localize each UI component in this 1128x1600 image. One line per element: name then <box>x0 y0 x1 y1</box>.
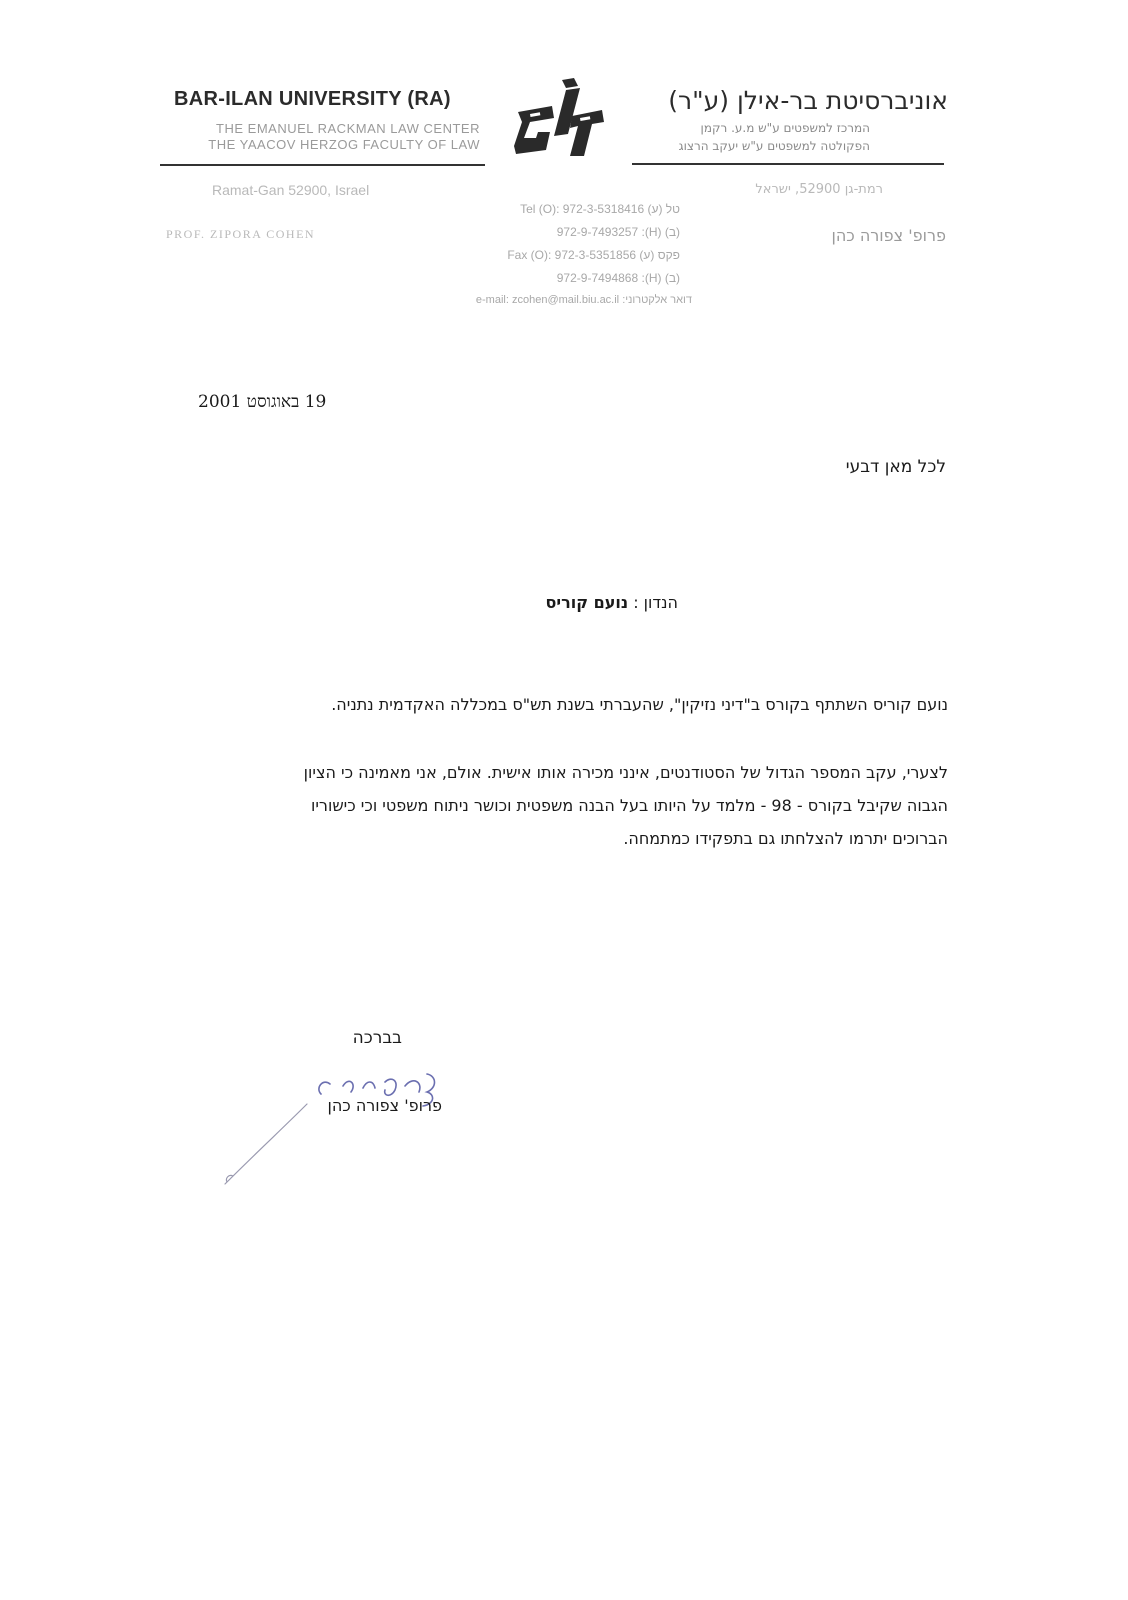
letter-subject <box>546 593 679 612</box>
contact-fax-home: (ב) (H): 972-9-7494868 <box>556 271 680 285</box>
english-center-name: THE EMANUEL RACKMAN LAW CENTER <box>216 121 480 136</box>
hebrew-professor-name: פרופ' צפורה כהן <box>831 226 946 245</box>
hebrew-faculty-name: הפקולטה למשפטים ע"ש יעקב הרצוג <box>678 139 870 153</box>
signature-stroke <box>215 1064 455 1194</box>
contact-tel-office: טל (ע) Tel (O): 972-3-5318416 <box>520 202 680 216</box>
signatory-name: פרופ' צפורה כהן <box>327 1096 442 1115</box>
hebrew-header-rule <box>632 163 944 165</box>
english-faculty-name: THE YAACOV HERZOG FACULTY OF LAW <box>208 137 480 152</box>
subject-prefix: הנדון : <box>633 593 678 612</box>
hebrew-address: רמת-גן 52900, ישראל <box>755 182 883 197</box>
paragraph-2-line: לצערי, עקב המספר הגדול של הסטודנטים, אינני מכירה אותו אישית. אולם, אני מאמינה כי הציון <box>303 763 948 782</box>
hebrew-university-name: אוניברסיטת בר-אילן (ע"ר) <box>668 86 948 115</box>
english-professor-name: PROF. ZIPORA COHEN <box>166 227 316 241</box>
contact-email: דואר אלקטרוני: e-mail: zcohen@mail.biu.ac.il <box>475 294 692 306</box>
letter-paragraph-2 <box>148 756 948 855</box>
hebrew-center-name: המרכז למשפטים ע"ש מ.ע. רקמן <box>700 121 870 135</box>
paragraph-2-line: הגבוה שקיבל בקורס - 98 - מלמד על היותו בעל הבנה משפטית וכושר ניתוח משפטי וכי כישוריו <box>310 796 948 815</box>
english-university-name: BAR-ILAN UNIVERSITY (RA) <box>174 88 451 110</box>
letter-addressee: לכל מאן דבעי <box>845 457 946 477</box>
english-header-rule <box>160 164 485 166</box>
contact-tel-home: (ב) (H): 972-9-7493257 <box>556 225 680 239</box>
subject-name: נועם קוריס <box>545 593 629 612</box>
contact-fax-office: פקס (ע) Fax (O): 972-3-5351856 <box>507 248 680 262</box>
letter-date: 19 באוגוסט 2001 <box>198 392 327 412</box>
letter-paragraph-1: נועם קוריס השתתף בקורס ב"דיני נזיקין", שהעברתי בשנת תש"ס במכללה האקדמית נתניה. <box>331 695 948 714</box>
letter-closing: בברכה <box>352 1028 402 1048</box>
paragraph-2-line: הברוכים יתרמו להצלחתו גם בתפקידו כמתמחה. <box>623 829 948 848</box>
english-address: Ramat-Gan 52900, Israel <box>212 182 370 198</box>
